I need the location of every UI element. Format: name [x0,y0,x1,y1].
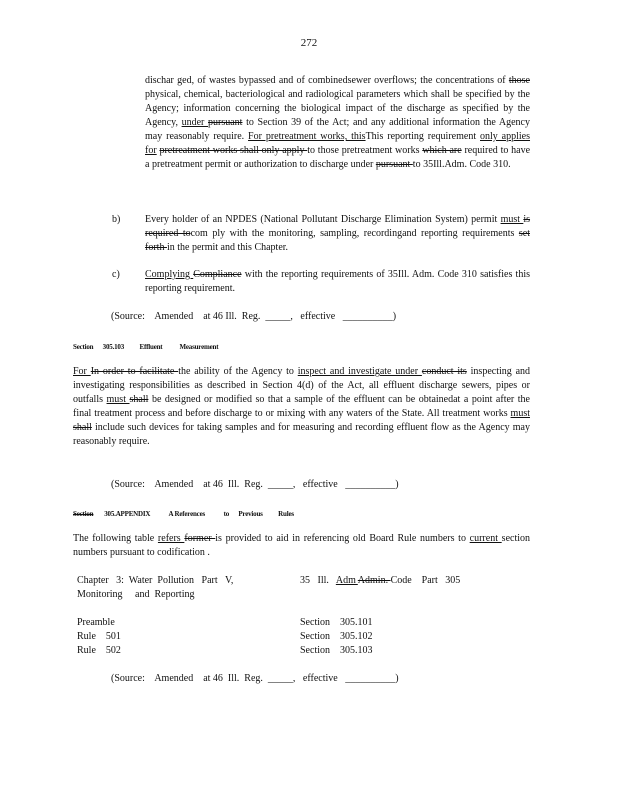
deleted-text: is required to [145,214,531,239]
text-run: to Section 39 of the Act; and any additional information the Agency may reasonably require. [145,117,530,142]
table-row-1-right: Section 305.101 [300,617,373,628]
inserted-text: refers [157,533,185,544]
table-right-header-underlined: Adm [335,575,358,586]
text-run: The following table [73,533,158,544]
deleted-text: former [184,533,216,544]
continued-paragraph-text [145,74,530,172]
text-run: include such devices for taking samples and for measuring and recording effluent flow as the Agency may reasonably require. [73,422,530,447]
deleted-text: In order to facilitate [90,366,179,377]
deleted-text: set forth [145,228,530,253]
text-run: to 35Ill.Adm. Code 310. [412,159,511,170]
table-right-header-b: Code Part 305 [390,575,461,586]
text-run: the ability of the Agency to [178,366,298,377]
text-run: physical, chemical, bacteriological and radiological parameters which shall be specified by the Agency; information concerning the biological impact of the discharge as specified by the Agency, [145,89,530,128]
table-right-header-struck: Admin. [357,575,391,586]
item-b-label: b) [112,214,121,225]
inserted-text: must [500,214,524,225]
deleted-text: pursuant [375,159,413,170]
inserted-text: Complying [145,269,194,280]
item-c-text [145,268,530,296]
text-run: dischar ged, of wastes bypassed and of combinedsewer overflows; the concentrations of [145,75,509,86]
text-run: section numbers pursuant to codification . [73,533,530,558]
table-left-header-line-1: Chapter 3: Water Pollution Part V, [77,575,234,586]
table-row-3-left: Rule 502 [77,645,121,656]
appendix-heading-rest: 305.APPENDIX A References to Previous Rules [93,510,294,518]
item-c-paragraph [145,268,530,296]
text-run: com ply with the monitoring, sampling, recordingand reporting requirements [190,228,519,239]
deleted-text: pretreatment works shall only apply [159,145,308,156]
text-run: required to have a pretreatment permit or authorization to discharge under [145,145,531,170]
appendix-heading-struck: Section [73,510,94,518]
table-left-header-line-2: Monitoring and Reporting [77,589,195,600]
deleted-text: those [508,75,530,86]
text-run: in the permit and this Chapter. [166,242,289,253]
text-run: inspecting and investigating responsibilities as described in Section 4(d) of the Act, all effluent discharge sewers, pipes or outfalls [73,366,531,405]
continued-paragraph [145,74,530,172]
table-row-2-left: Rule 501 [77,631,121,642]
page-number: 272 [300,37,318,49]
table-row-1-left: Preamble [77,617,115,628]
deleted-text: shall [73,422,92,433]
table-row-3-right: Section 305.103 [300,645,373,656]
text-run: with the reporting requirements of 35Ill. Adm. Code 310 satisfies this reporting requirement. [145,269,530,294]
appendix-heading [73,507,294,521]
section-305-103-heading: Section 305.103 Effluent Measurement [73,343,219,351]
item-b-text [145,213,530,255]
inserted-text: For pretreatment works, this [248,131,366,142]
item-c-label: c) [112,269,120,280]
appendix-intro-paragraph [73,532,530,560]
text-run: This reporting requirement [365,131,480,142]
inserted-text: under [181,117,209,128]
deleted-text: Compliance [193,269,242,280]
source-note-2: (Source: Amended at 46 Ill. Reg. _____, effective __________) [111,479,399,490]
deleted-text: pursuant [208,117,243,128]
inserted-text: must [106,394,130,405]
table-row-2-right: Section 305.102 [300,631,373,642]
table-right-header [300,574,460,588]
source-note-3: (Source: Amended at 46 Ill. Reg. _____, effective __________) [111,673,399,684]
section-305-103-body [73,365,530,449]
text-run: be designed or modified so that a sample of the effluent can be obtainedat a point after the final treatment process and before discharge to or mixing with any waters of the State. All treatment works [73,394,530,419]
text-run: to those pretreatment works [307,145,423,156]
inserted-text: For [73,366,91,377]
inserted-text: must [510,408,530,419]
section-305-103-paragraph [73,365,530,449]
deleted-text: shall [129,394,149,405]
deleted-text: conduct its [421,366,467,377]
text-run: is provided to aid in referencing old Board Rule numbers to [215,533,470,544]
inserted-text: only applies for [145,131,531,156]
item-b-paragraph [145,213,530,255]
inserted-text: current [469,533,502,544]
text-run: Every holder of an NPDES (National Pollutant Discharge Elimination System) permit [145,214,501,225]
table-right-header-a: 35 Ill. [300,575,336,586]
deleted-text: which are [422,145,462,156]
source-note-1: (Source: Amended at 46 Ill. Reg. _____, effective __________) [111,311,397,322]
appendix-intro [73,532,530,560]
inserted-text: inspect and investigate under [297,366,422,377]
